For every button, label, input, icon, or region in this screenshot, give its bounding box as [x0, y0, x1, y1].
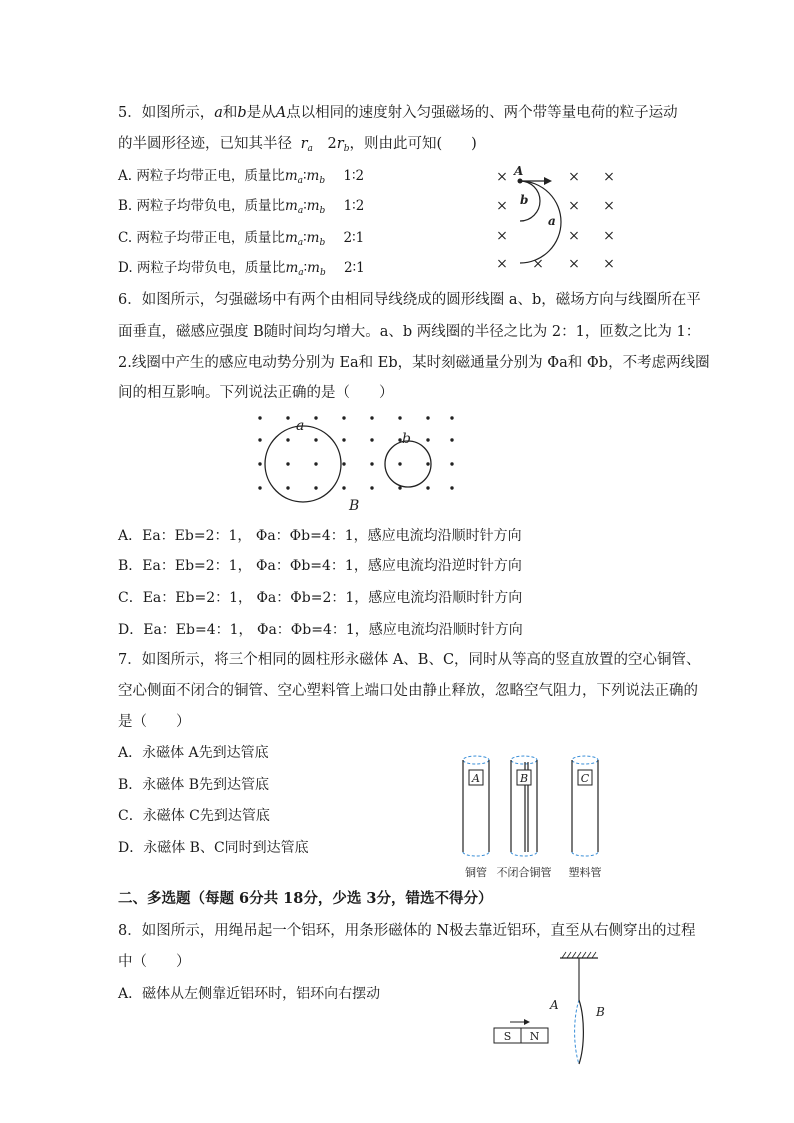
svg-text:×: × [568, 198, 580, 214]
q6-option-d: D．Ea：Eb=4：1， Φa：Φb=4：1，感应电流均沿顺时针方向 [118, 622, 523, 638]
field-dot [258, 416, 261, 419]
field-dot [426, 462, 429, 465]
field-dot [450, 486, 453, 489]
unclosed-copper-tube [511, 756, 537, 856]
plastic-tube [572, 756, 598, 856]
svg-text:×: × [603, 228, 615, 244]
section-2-heading: 二、多选题（每题 6分共 18分，少选 3分，错选不得分） [118, 890, 493, 907]
field-dot [370, 416, 373, 419]
field-dot [286, 438, 289, 441]
svg-text:×: × [568, 256, 580, 272]
plastic-tube-label: 塑料管 [568, 866, 602, 879]
q6-option-c: C．Ea：Eb=2：1， Φa：Φb=2：1，感应电流均沿顺时针方向 [118, 590, 523, 606]
field-dot [314, 462, 317, 465]
svg-text:×: × [603, 198, 615, 214]
field-dot [258, 486, 261, 489]
q6-stem-line2: 面垂直，磁感应强度 B随时间均匀增大。a、b 两线圈的半径之比为 2：1，匝数之比为 1： [118, 324, 701, 340]
coil-a [265, 426, 341, 502]
svg-text:×: × [568, 169, 580, 185]
field-b-label: B [349, 498, 360, 514]
copper-tube-label: 铜管 [465, 866, 487, 879]
svg-text:×: × [496, 169, 508, 185]
field-dot [370, 486, 373, 489]
ring-back [575, 1000, 579, 1064]
coil-a-label: a [296, 418, 305, 434]
svg-text:×: × [496, 228, 508, 244]
q6-stem-line3: 2.线圈中产生的感应电动势分别为 Ea和 Eb，某时刻磁通量分别为 Φa和 Φb，不考虑两线圈 [118, 355, 710, 371]
ceiling-hatch [562, 952, 596, 958]
field-dot [286, 462, 289, 465]
q5-option-d: D. 两粒子均带负电，质量比$m_a∶m_b$ 2∶1 [118, 260, 365, 278]
q6-coils-figure [250, 410, 460, 516]
field-dot [314, 486, 317, 489]
q7-stem-line1: 7．如图所示，将三个相同的圆柱形永磁体 A、B、C，同时从等高的竖直放置的空心铜管、 [118, 652, 701, 668]
q8-option-a: A．磁体从左侧靠近铝环时，铝环向右摆动 [118, 986, 381, 1002]
field-dot [342, 486, 345, 489]
q8-stem-line2: 中（ ） [118, 954, 191, 970]
q7-option-a: A．永磁体 A先到达管底 [118, 745, 269, 761]
field-dot [258, 438, 261, 441]
copper-tube [463, 756, 489, 856]
field-dot [342, 438, 345, 441]
field-dot [398, 486, 401, 489]
field-dot [314, 416, 317, 419]
q5-stem-line1: 5．如图所示，a和b是从A点以相同的速度射入匀强磁场的、两个带等量电荷的粒子运动 [118, 105, 678, 121]
field-dot [450, 416, 453, 419]
q7-option-c: C．永磁体 C先到达管底 [118, 808, 270, 824]
svg-text:×: × [532, 256, 544, 272]
svg-text:×: × [603, 169, 615, 185]
q5-magnetic-field-figure [488, 160, 628, 275]
point-a-label: A [514, 164, 524, 178]
svg-text:×: × [603, 256, 615, 272]
svg-text:×: × [568, 228, 580, 244]
q7-stem-line3: 是（ ） [118, 714, 191, 730]
field-dot [342, 416, 345, 419]
q6-stem-line4: 间的相互影响。下列说法正确的是（ ） [118, 385, 394, 401]
arrow-right-icon [524, 1019, 530, 1025]
q6-stem-line1: 6．如图所示，匀强磁场中有两个由相同导线绕成的圆形线圈 a、b，磁场方向与线圈所在平 [118, 292, 701, 308]
q5-option-b: B. 两粒子均带负电，质量比$m_a∶m_b$ 1∶2 [118, 198, 365, 216]
svg-text:×: × [496, 256, 508, 272]
svg-text:B: B [519, 772, 529, 785]
field-dot [314, 438, 317, 441]
side-b-label: B [596, 1005, 605, 1019]
q5-stem-line2: 的半圆形径迹，已知其半径 $r_a$ $2r_b$，则由此可知( ) [118, 136, 477, 154]
path-a-label: a [548, 214, 556, 228]
field-dot [286, 486, 289, 489]
q5-option-a: A. 两粒子均带正电，质量比$m_a∶m_b$ 1∶2 [118, 168, 365, 186]
q8-ring-magnet-figure [488, 950, 628, 1070]
q6-option-a: A．Ea：Eb=2：1， Φa：Φb=4：1，感应电流均沿顺时针方向 [118, 528, 522, 544]
side-a-label: A [550, 998, 559, 1012]
field-dot [426, 416, 429, 419]
s-pole-label: S [503, 1030, 512, 1043]
svg-text:C: C [580, 772, 590, 785]
field-dot [450, 438, 453, 441]
coil-b-label: b [402, 431, 411, 447]
field-dot [258, 462, 261, 465]
field-dot [370, 462, 373, 465]
field-dot [286, 416, 289, 419]
aluminum-ring [579, 1000, 583, 1064]
path-b-label: b [520, 193, 529, 207]
q7-stem-line2: 空心侧面不闭合的铜管、空心塑料管上端口处由静止释放，忽略空气阻力，下列说法正确的 [118, 683, 698, 699]
coil-b [385, 441, 431, 487]
field-dot [426, 438, 429, 441]
q7-tubes-figure [455, 752, 615, 882]
arrow-head-icon [544, 177, 552, 185]
q8-stem-line1: 8．如图所示，用绳吊起一个铝环，用条形磁体的 N极去靠近铝环，直至从右侧穿出的过程 [118, 923, 696, 939]
svg-text:A: A [472, 772, 480, 785]
q7-option-d: D．永磁体 B、C同时到达管底 [118, 840, 309, 856]
field-dots [258, 416, 453, 489]
q6-option-b: B．Ea：Eb=2：1， Φa：Φb=4：1，感应电流均沿逆时针方向 [118, 558, 522, 574]
q7-option-b: B．永磁体 B先到达管底 [118, 777, 270, 793]
svg-text:×: × [496, 198, 508, 214]
field-dot [342, 462, 345, 465]
field-dot [398, 462, 401, 465]
q5-option-c: C. 两粒子均带正电，质量比$m_a∶m_b$ 2∶1 [118, 230, 365, 248]
n-pole-label: N [529, 1030, 540, 1043]
field-dot [426, 486, 429, 489]
field-dot [398, 416, 401, 419]
unclosed-tube-label: 不闭合铜管 [496, 866, 552, 879]
field-dot [450, 462, 453, 465]
field-dot [370, 438, 373, 441]
